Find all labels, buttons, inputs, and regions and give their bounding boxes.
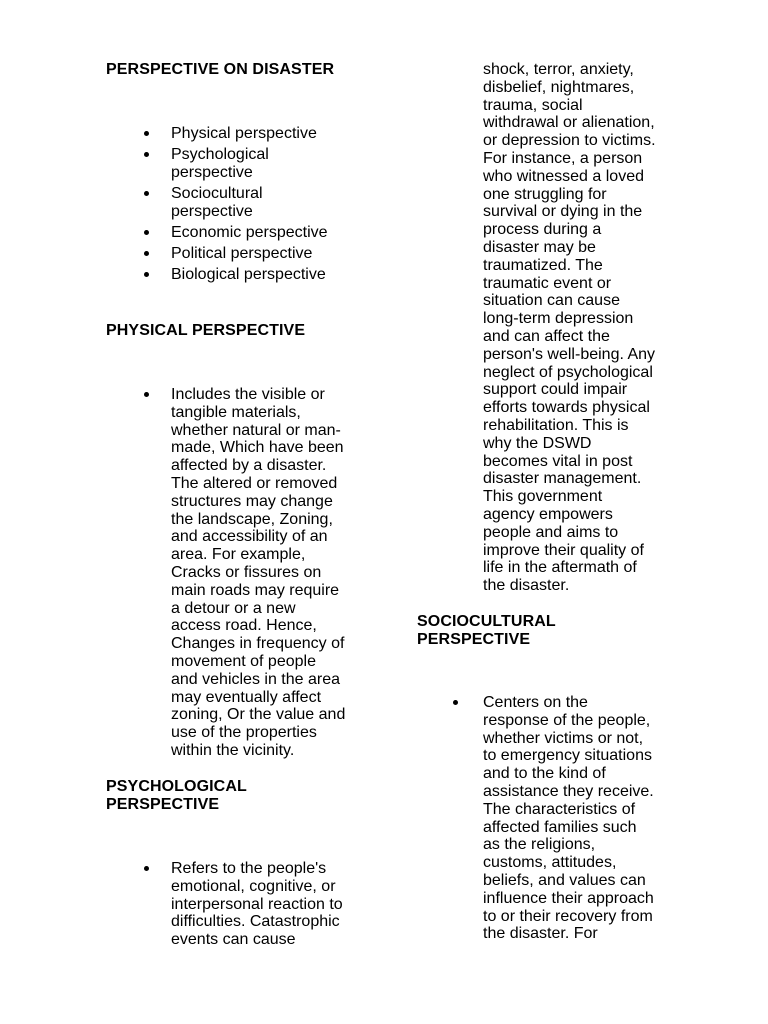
bullet-icon (144, 251, 149, 256)
heading-physical-perspective: PHYSICAL PERSPECTIVE (106, 322, 306, 339)
psychological-perspective-list (135, 860, 343, 952)
sociocultural-perspective-list (445, 694, 654, 946)
physical-perspective-list (135, 386, 345, 763)
heading-psychological-perspective: PSYCHOLOGICAL PERSPECTIVE (106, 778, 247, 813)
list-item-text: Psychological perspective (171, 146, 269, 181)
list-item (135, 146, 328, 182)
list-item (135, 386, 345, 760)
list-item-text: Biological perspective (171, 266, 326, 284)
physical-perspective-text: Includes the visible or tangible materials, whether natural or man- made, Which have been affected by a disaster. The altered or removed structures may change the landscape, Zoning, and accessibility of an area. For example, Cracks or fissures on main roads may require a detour or a new access road. Hence, Changes in frequency of movement of people and vehicles in the area may eventually affect zoning, Or the value and use of the properties within the vicinity. (171, 386, 346, 759)
bullet-icon (144, 272, 149, 277)
perspectives-list (135, 125, 328, 287)
psychological-perspective-text: Refers to the people's emotional, cognitive, or interpersonal reaction to difficulties. Catastrophic events can cause (171, 860, 343, 949)
list-item-text: Sociocultural perspective (171, 184, 263, 220)
list-item (135, 185, 328, 221)
heading-perspective-on-disaster: PERSPECTIVE ON DISASTER (106, 61, 335, 78)
list-item (445, 694, 654, 943)
heading-sociocultural-perspective: SOCIOCULTURAL PERSPECTIVE (417, 613, 556, 648)
bullet-icon (144, 392, 149, 397)
bullet-icon (144, 866, 149, 871)
list-item-text: Physical perspective (171, 125, 317, 142)
list-item (135, 245, 328, 263)
bullet-icon (144, 230, 149, 235)
sociocultural-perspective-text: Centers on the response of the people, whether victims or not, to emergency situations and to the kind of assistance they receive. The characteristics of affected families such as the religions, customs, attitudes, beliefs, and values can influence their approach to or their recovery from the disaster. For (483, 694, 654, 943)
list-item (135, 224, 328, 242)
bullet-icon (144, 152, 149, 157)
list-item (135, 266, 328, 284)
list-item-text: Economic perspective (171, 223, 328, 241)
list-item (135, 860, 343, 949)
bullet-icon (144, 131, 149, 136)
bullet-icon (144, 191, 149, 196)
list-item (135, 125, 328, 143)
psychological-perspective-text-continued: shock, terror, anxiety, disbelief, nightmares, trauma, social withdrawal or alienation, or depression to victims. For instance, a person who witnessed a loved one struggling for survival or dying in the process during a disaster may be traumatized. The traumatic event or situation can cause long-term depression and can affect the person's well-being. Any neglect of psychological support could impair efforts towards physical rehabilitation. This is why the DSWD becomes vital in post disaster management. This government agency empowers people and aims to improve their quality of life in the aftermath of the disaster. (483, 61, 656, 595)
list-item-text: Political perspective (171, 244, 313, 262)
bullet-icon (453, 700, 458, 705)
